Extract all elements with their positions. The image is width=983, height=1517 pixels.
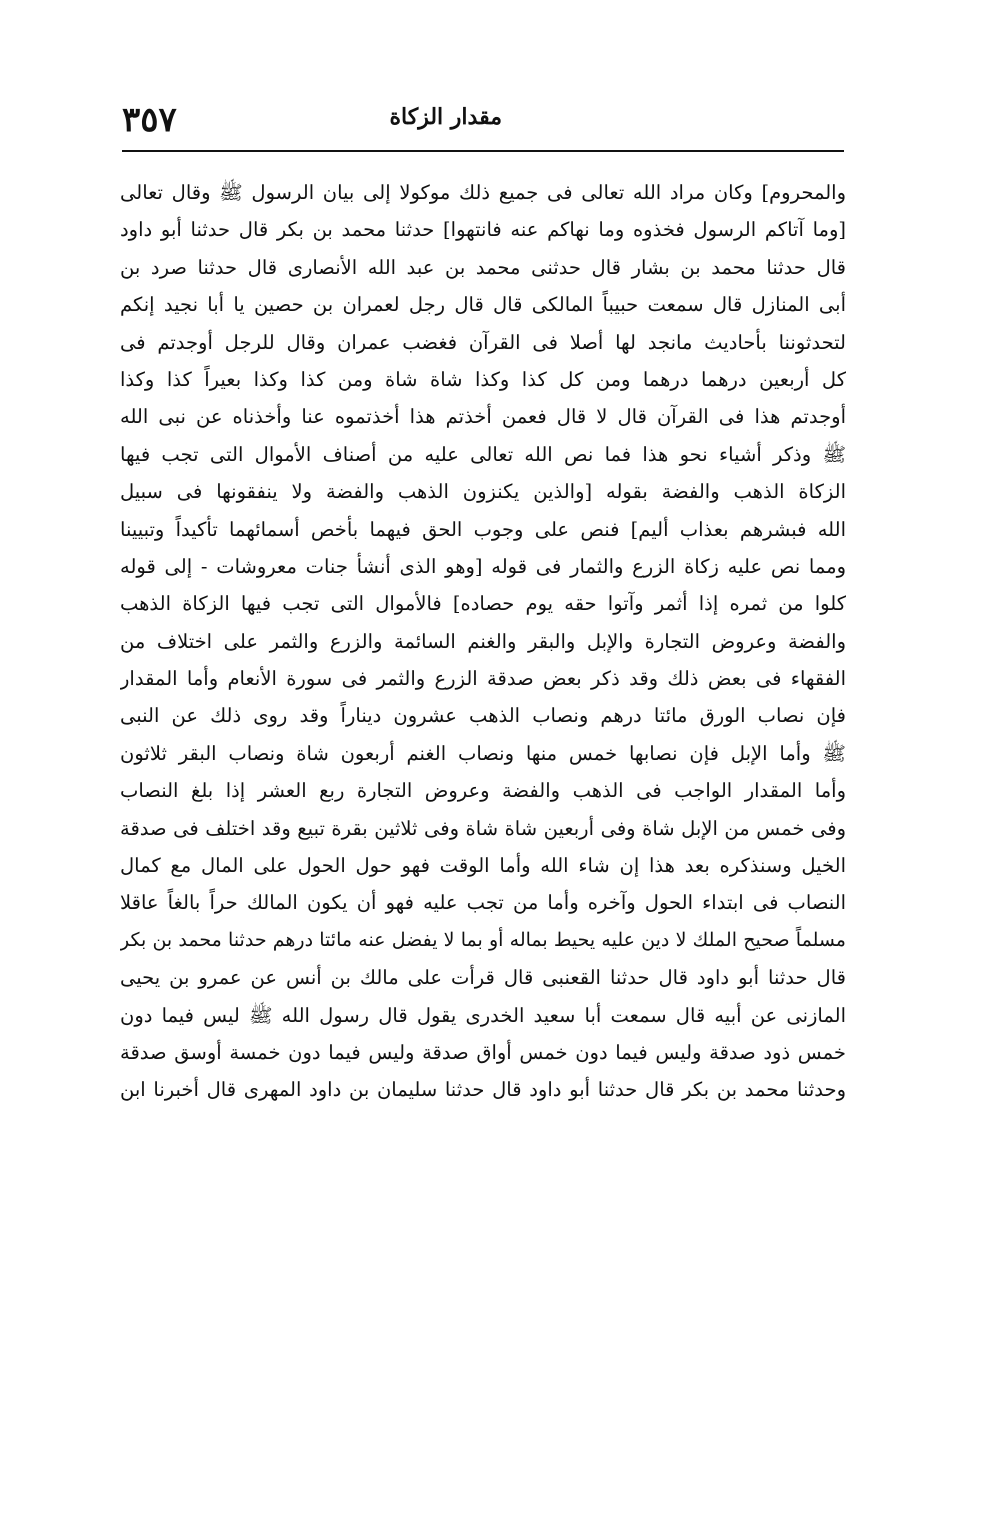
text-line: النصاب فى ابتداء الحول وآخره وأما من تجب عليه فهو أن يكون المالك حراً بالغاً عاقلا <box>120 891 846 915</box>
text-line: ومما نص عليه زكاة الزرع والثمار فى قوله [وهو الذى أنشأ جنات معروشات - إلى قوله <box>120 554 846 578</box>
running-title: مقدار الزكاة <box>389 104 502 130</box>
text-line: لتحدثوننا بأحاديث مانجد لها أصلا فى القرآن فغضب عمران وقال للرجل أوجدتم فى <box>120 330 846 354</box>
text-line: أبى المنازل قال سمعت حبيباً المالكى قال قال رجل لعمران بن حصين يا أبا نجيد إنكم <box>120 293 846 317</box>
text-line: وفى خمس من الإبل شاة وفى أربعين شاة شاة وفى ثلاثين بقرة تبيع وقد اختلف فى صدقة <box>120 816 846 840</box>
text-line: [وما آتاكم الرسول فخذوه وما نهاكم عنه فانتهوا] حدثنا محمد بن بكر قال حدثنا أبو داود <box>120 218 846 242</box>
text-line: والمحروم] وكان مراد الله تعالى فى جميع ذلك موكولا إلى بيان الرسول ﷺ وقال تعالى <box>120 181 846 204</box>
body-text <box>120 174 846 1109</box>
text-line: خمس ذود صدقة وليس فيما دون خمس أواق صدقة وليس فيما دون خمسة أوسق صدقة <box>120 1040 846 1064</box>
text-line: وحدثنا محمد بن بكر قال حدثنا أبو داود قال حدثنا سليمان بن داود المهرى قال أخبرنا ابن <box>120 1078 846 1102</box>
text-line: قال حدثنا أبو داود قال حدثنا القعنبى قال قرأت على مالك بن أنس عن عمرو بن يحيى <box>120 966 846 990</box>
text-line: كل أربعين درهما درهما ومن كل كذا وكذا شاة شاة ومن كذا وكذا بعيراً كذا وكذا <box>120 367 846 391</box>
text-line: الزكاة الذهب والفضة بقوله [والذين يكنزون الذهب والفضة ولا ينفقونها فى سبيل <box>120 480 846 504</box>
text-line: والفضة وعروض التجارة والإبل والبقر والغنم السائمة والزرع والثمر على اختلاف من <box>120 629 846 653</box>
page-number: ٣٥٧ <box>122 100 177 140</box>
text-line: المازنى عن أبيه قال سمعت أبا سعيد الخدرى يقول قال رسول الله ﷺ ليس فيما دون <box>120 1003 846 1027</box>
text-line: الفقهاء فى بعض ذلك وقد ذكر بعض صدقة الزرع والثمر فى سورة الأنعام وأما المقدار <box>120 667 846 691</box>
text-line: الله فبشرهم بعذاب أليم] فنص على وجوب الحق فيهما بأخص أسمائهما تأكيداً وتبيينا <box>120 517 846 541</box>
text-line: فإن نصاب الورق مائتا درهم ونصاب الذهب عشرون ديناراً وقد روى ذلك عن النبى <box>120 704 846 728</box>
text-line: مسلماً صحيح الملك لا دين عليه يحيط بماله أو بما لا يفضل عنه مائتا درهم حدثنا محمد بن بكر <box>120 928 846 951</box>
text-line: ﷺ وأما الإبل فإن نصابها خمس منها ونصاب الغنم أربعون شاة ونصاب البقر ثلاثون <box>120 741 846 765</box>
text-line: الخيل وسنذكره بعد هذا إن شاء الله وأما الوقت فهو حول الحول على المال مع كمال <box>120 854 846 878</box>
text-line: وأما المقدار الواجب فى الذهب والفضة وعروض التجارة ربع العشر إذا بلغ النصاب <box>120 779 846 803</box>
text-line: أوجدتم هذا فى القرآن قال لا قال فعمن أخذتم هذا أخذتموه عنا وأخذناه عن نبى الله <box>120 405 846 429</box>
text-line: قال حدثنا محمد بن بشار قال حدثنى محمد بن عبد الله الأنصارى قال حدثنا صرد بن <box>120 255 846 279</box>
text-line: كلوا من ثمره إذا أثمر وآتوا حقه يوم حصاده] فالأموال التى تجب فيها الزكاة الذهب <box>120 592 846 616</box>
header-rule <box>122 150 844 152</box>
text-line: ﷺ وذكر أشياء نحو هذا فما نص الله تعالى عليه من أصناف الأموال التى تجب فيها <box>120 442 846 466</box>
page-header <box>122 96 842 146</box>
